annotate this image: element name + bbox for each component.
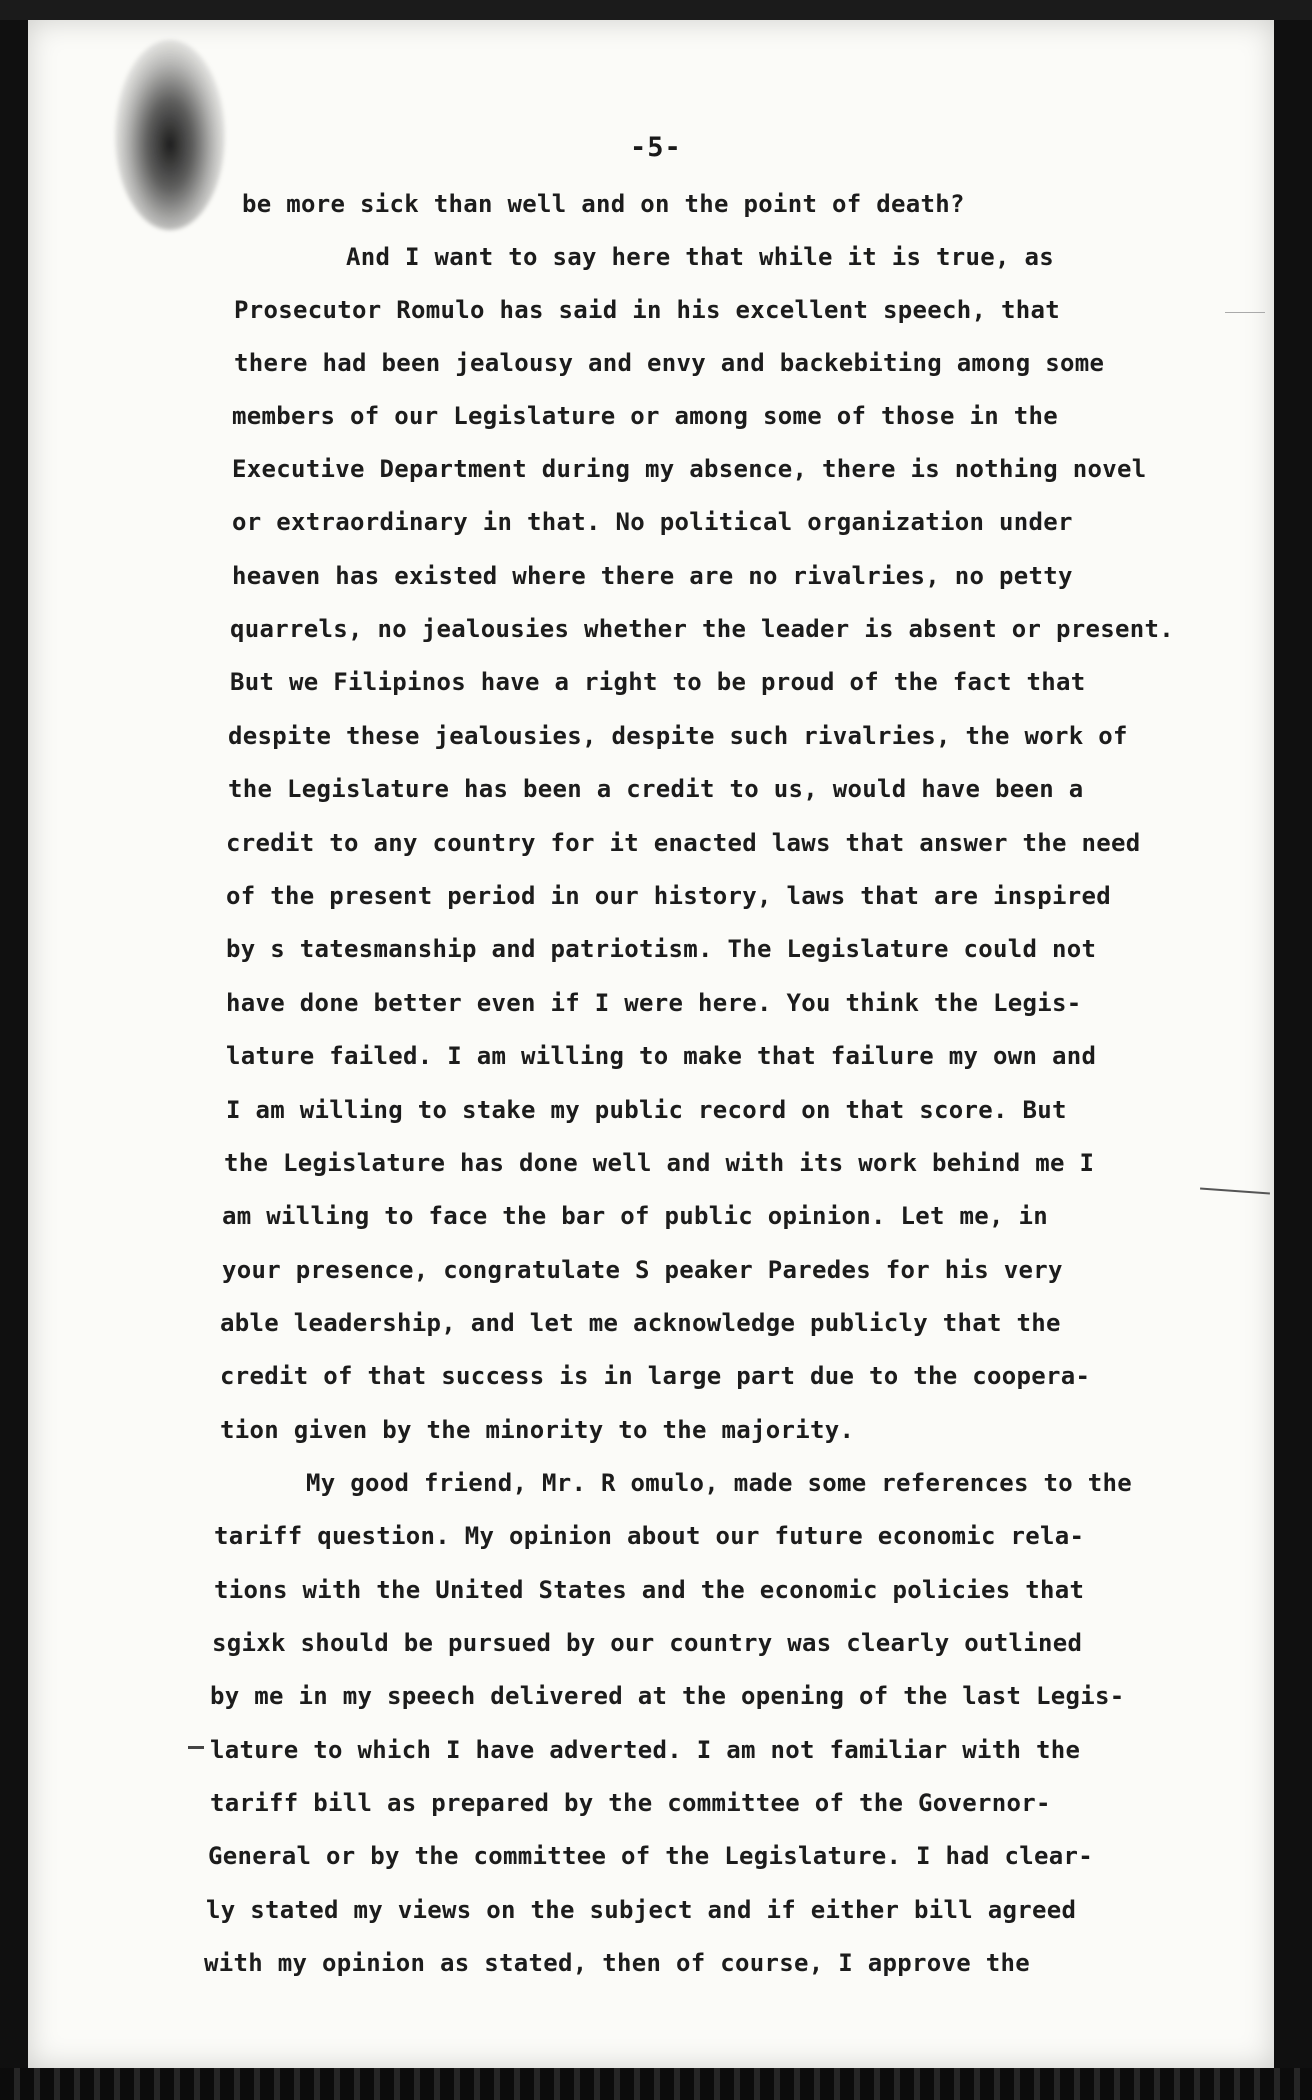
body-line: despite these jealousies, despite such rivalries, the work of: [228, 722, 1128, 750]
body-line: sgixk should be pursued by our country was clearly outlined: [212, 1629, 1083, 1657]
body-line: the Legislature has been a credit to us, would have been a: [228, 775, 1084, 803]
body-line: able leadership, and let me acknowledge publicly that the: [220, 1309, 1061, 1337]
body-line: tions with the United States and the economic policies that: [214, 1576, 1085, 1604]
body-line: there had been jealousy and envy and backebiting among some: [234, 349, 1105, 377]
margin-mark: [1225, 312, 1265, 313]
body-line: have done better even if I were here. You think the Legis-: [226, 989, 1082, 1017]
body-line: ly stated my views on the subject and if either bill agreed: [206, 1896, 1077, 1924]
body-line: your presence, congratulate S peaker Paredes for his very: [222, 1256, 1063, 1284]
film-border-top: [0, 0, 1312, 20]
body-line: quarrels, no jealousies whether the leader is absent or present.: [230, 615, 1174, 643]
body-line: by me in my speech delivered at the opening of the last Legis-: [210, 1682, 1125, 1710]
body-line: But we Filipinos have a right to be proud of the fact that: [230, 668, 1086, 696]
body-line: be more sick than well and on the point of death?: [242, 190, 965, 218]
body-line: My good friend, Mr. R omulo, made some references to the: [306, 1469, 1132, 1497]
body-line: tion given by the minority to the majority.: [220, 1416, 855, 1444]
body-line: credit of that success is in large part due to the coopera-: [220, 1362, 1091, 1390]
body-line: lature failed. I am willing to make that failure my own and: [226, 1042, 1097, 1070]
body-line: the Legislature has done well and with its work behind me I: [224, 1149, 1095, 1177]
body-line: Executive Department during my absence, there is nothing novel: [232, 455, 1147, 483]
margin-mark: [188, 1746, 204, 1749]
body-line: by s tatesmanship and patriotism. The Legislature could not: [226, 935, 1097, 963]
body-line: or extraordinary in that. No political organization under: [232, 508, 1073, 536]
body-line: tariff bill as prepared by the committee of the Governor-: [210, 1789, 1051, 1817]
body-line: am willing to face the bar of public opinion. Let me, in: [222, 1202, 1048, 1230]
body-line: heaven has existed where there are no rivalries, no petty: [232, 562, 1073, 590]
body-line: members of our Legislature or among some of those in the: [232, 402, 1058, 430]
film-border-bottom: [0, 2068, 1312, 2100]
body-line: And I want to say here that while it is true, as: [346, 243, 1054, 271]
body-line: General or by the committee of the Legislature. I had clear-: [208, 1842, 1093, 1870]
body-line: credit to any country for it enacted laws that answer the need: [226, 829, 1141, 857]
ink-smudge: [115, 40, 225, 230]
body-line: Prosecutor Romulo has said in his excellent speech, that: [234, 296, 1060, 324]
body-line: lature to which I have adverted. I am not familiar with the: [210, 1736, 1081, 1764]
body-line: of the present period in our history, laws that are inspired: [226, 882, 1111, 910]
body-line: I am willing to stake my public record on that score. But: [226, 1096, 1067, 1124]
page-number: -5-: [630, 132, 682, 163]
body-line: tariff question. My opinion about our future economic rela-: [214, 1522, 1085, 1550]
body-line: with my opinion as stated, then of course, I approve the: [204, 1949, 1030, 1977]
